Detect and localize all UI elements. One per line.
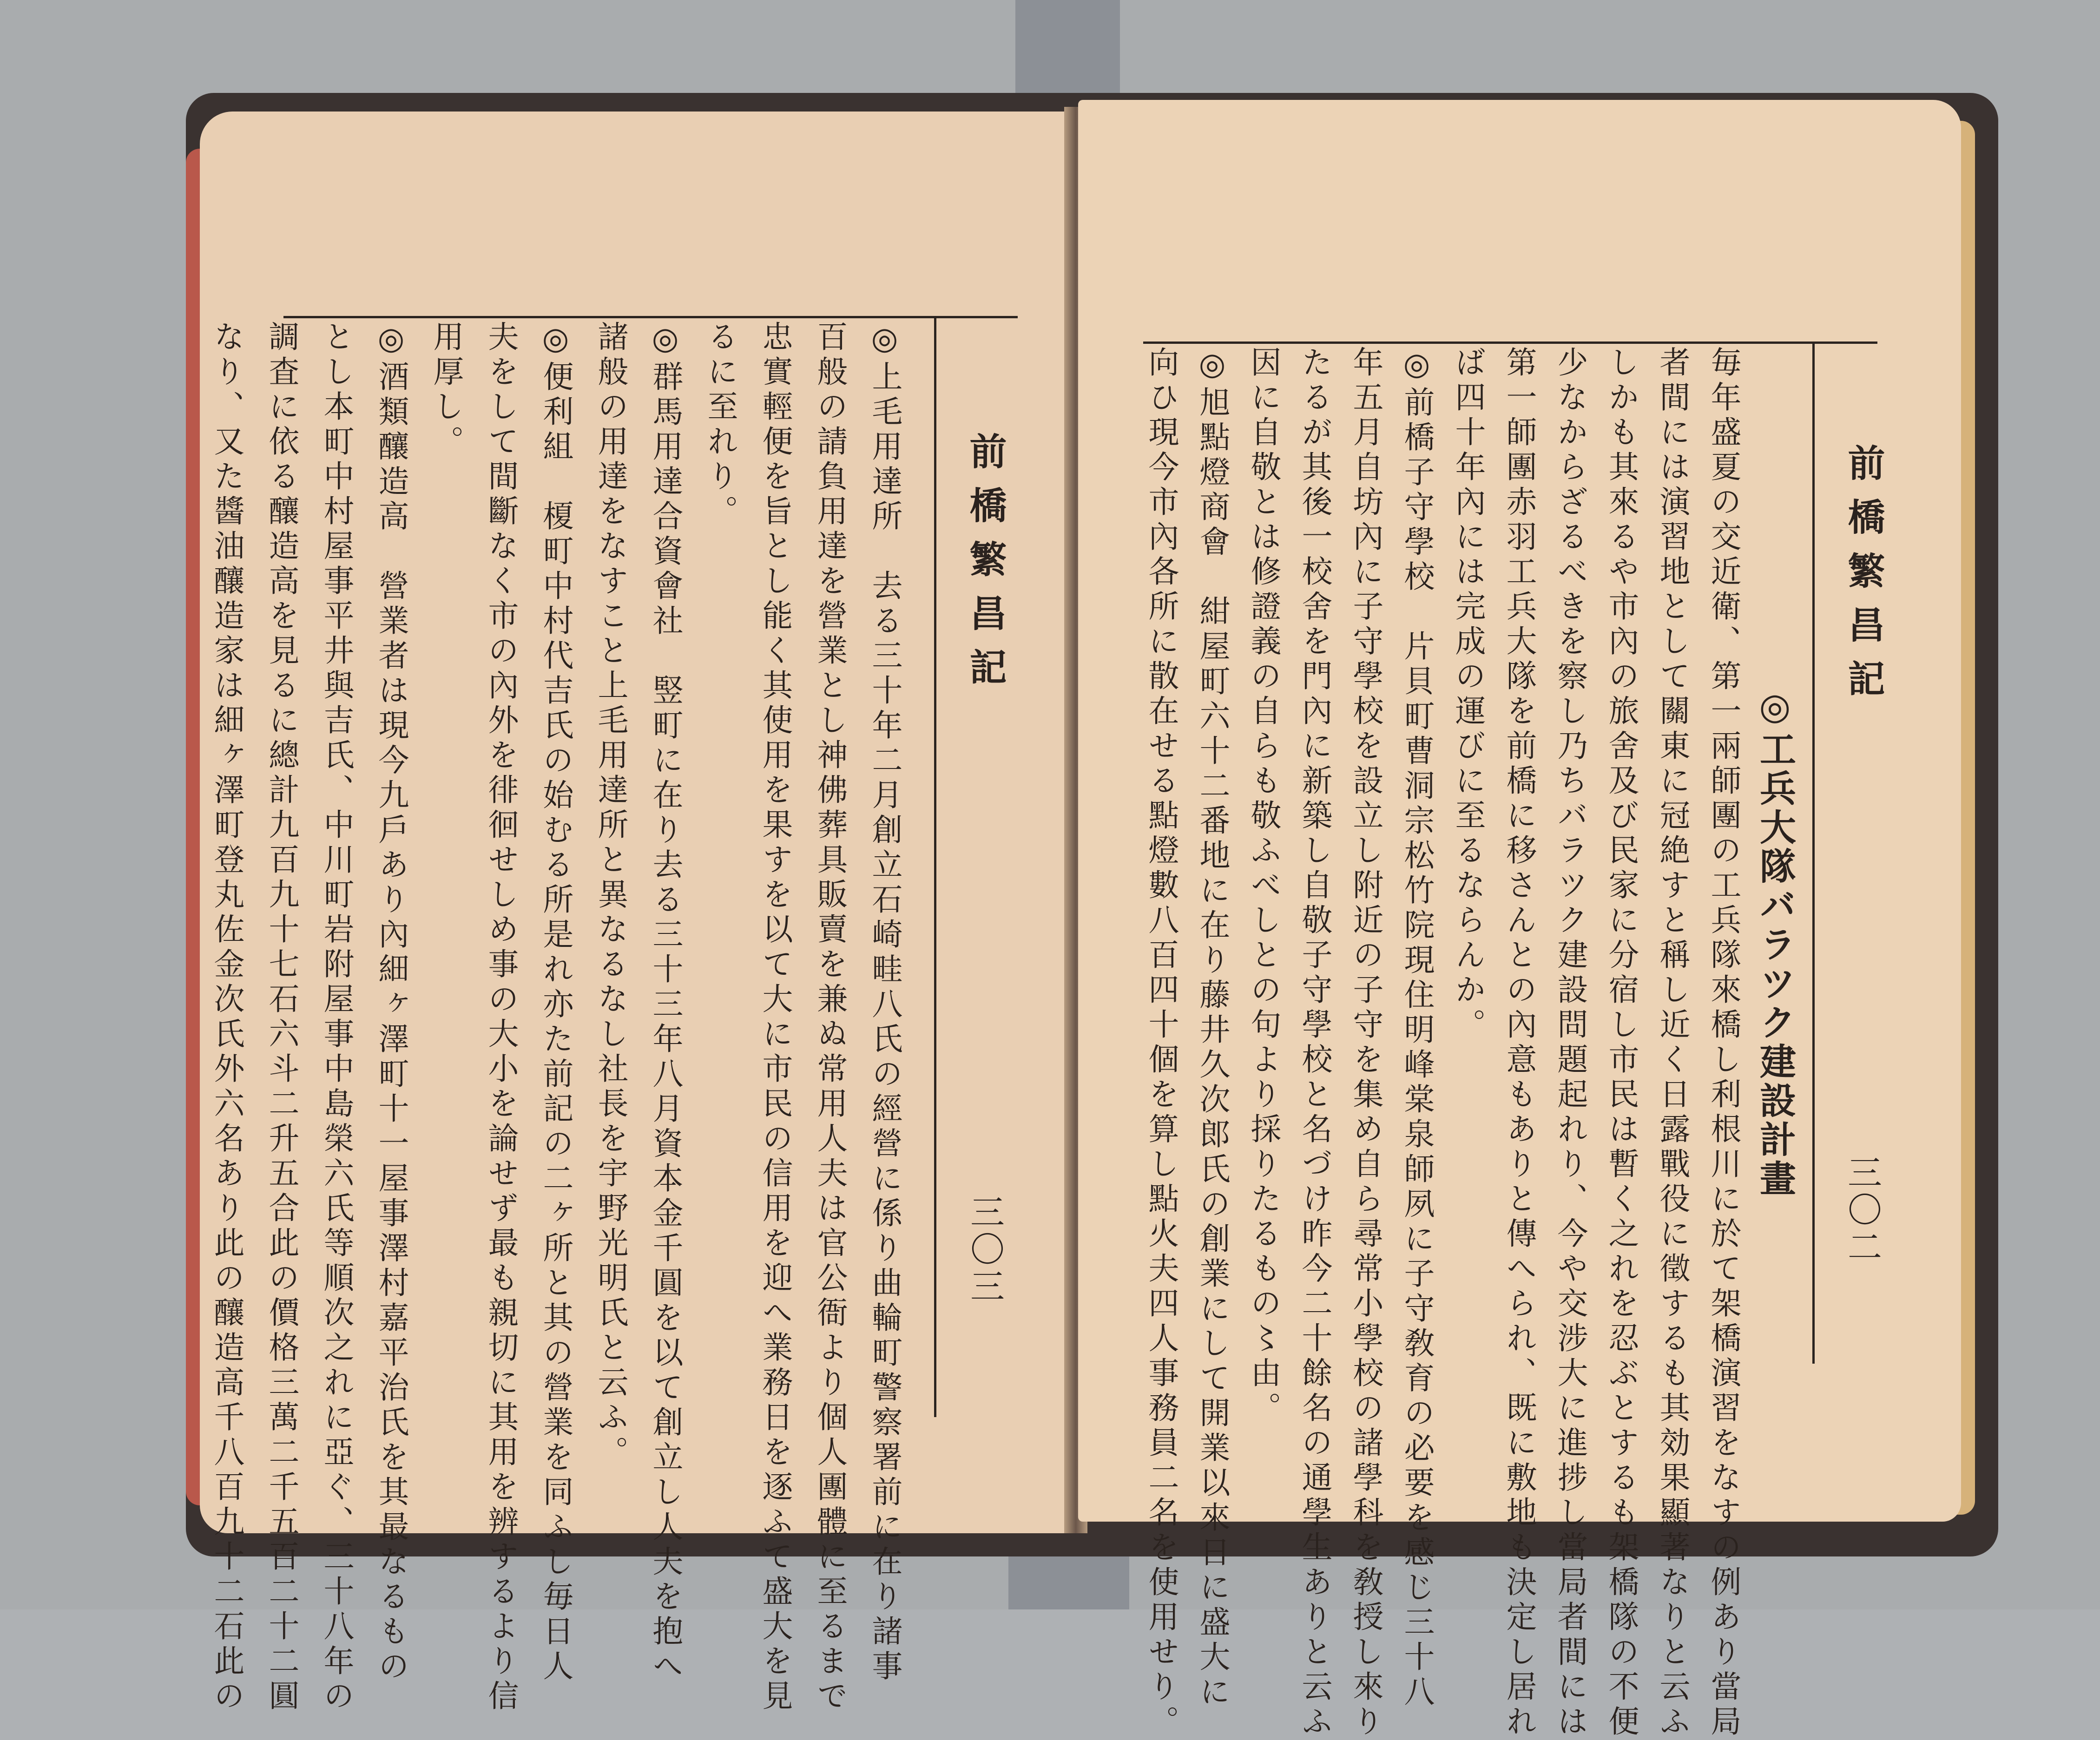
right-page-section-title: ◎工兵大隊バラツク建設計畫 [1754,685,1796,1199]
left-page-number: 三〇三 [965,1194,1005,1306]
right-line-2: 者間には演習地として關東に冠絶すと稱し近く日露戰役に徵するも其効果顯著なりと云ふ [1654,346,1690,1740]
left-line-4: るに至れり。 [702,321,738,530]
right-line-1: 毎年盛夏の交近衛、第一兩師團の工兵隊來橋し利根川に於て架橋演習をなすの例あり當局 [1705,346,1741,1740]
left-page [200,112,1073,1714]
left-line-9: 用厚し。 [428,321,464,460]
right-page [1078,100,1961,1740]
right-line-8: 年五月自坊內に子守學校を設立し附近の子守を集め自ら尋常小學校の諸學科を敎授し來り [1348,346,1383,1740]
spine-strip-top [1015,0,1120,107]
right-page-header: 前橋繁昌記 [1842,444,1885,713]
left-line-8: 夫をして間斷なく市の內外を徘徊せしめ事の大小を論せず最も親切に其用を辨するより信 [483,321,519,1714]
right-line-11: ◎旭點燈商會 紺屋町六十二番地に在り藤井久次郎氏の創業にして開業以來日に盛大に [1194,346,1230,1710]
right-line-3: しかも其來るや市內の旅舍及び民家に分宿し市民は暫く之れを忍ぶとするも架橋隊の不便 [1603,346,1639,1740]
right-page-header-rule [1812,341,1815,1364]
right-line-7: ◎前橋子守學校 片貝町曹洞宗松竹院現住明峰棠泉師夙に子守敎育の必要を感じ三十八 [1399,346,1435,1710]
right-line-10: 因に自敬とは修證義の自らも敬ふべしとの句より採りたるもの〻由。 [1245,346,1281,1426]
right-line-6: ば四十年內には完成の運びに至るならんか。 [1450,346,1486,1043]
left-line-3: 忠實輕便を旨とし能く其使用を果すを以て大に市民の信用を迎へ業務日を逐ふて盛大を見 [757,321,793,1714]
left-line-11: とし本町中村屋事平井與吉氏、中川町岩附屋事中島榮六氏等順次之れに亞ぐ、三十八年の [318,321,354,1714]
left-line-2: 百般の請負用達を營業とし神佛葬具販賣を兼ぬ常用人夫は官公衙より個人團體に至るまで [812,321,848,1714]
right-line-9: たるが其後一校舍を門內に新築し自敬子守學校と名づけ昨今二十餘名の通學生ありと云ふ [1297,346,1332,1740]
left-line-10: ◎酒類釀造高 營業者は現今九戶あり內細ヶ澤町十一屋事澤村嘉平治氏を其最なるもの [373,321,409,1685]
left-page-top-rule [283,316,1018,318]
left-page-header: 前橋繁昌記 [963,432,1007,702]
right-line-5: 第一師團赤羽工兵大隊を前橋に移さんとの內意もありと傳へられ、既に敷地も決定し居れ [1501,346,1537,1740]
left-page-header-rule [934,316,936,1417]
left-line-13: なり、又た醬油釀造家は細ヶ澤町登丸佐金次氏外六名あり此の釀造高千八百九十二石此の [209,321,244,1714]
left-line-6: 諸般の用達をなすこと上毛用達所と異なるなし社長を宇野光明氏と云ふ。 [592,321,628,1471]
right-line-4: 少なからざるべきを察し乃ちバラツク建設問題起れり、今や交涉大に進捗し當局者間には [1552,346,1588,1740]
left-line-1: ◎上毛用達所 去る三十年二月創立石崎畦八氏の經營に係り曲輪町警察署前に在り諸事 [867,321,902,1685]
left-line-7: ◎便利組 榎町中村代吉氏の始むる所是れ亦た前記の二ヶ所と其の營業を同ふし毎日人 [538,321,573,1685]
left-line-5: ◎群馬用達合資會社 竪町に在り去る三十三年八月資本金千圓を以て創立し人夫を抱へ [647,321,683,1685]
right-page-top-rule [1143,341,1877,344]
left-line-12: 調査に依る釀造高を見るに總計九百九十七石六斗二升五合此の價格三萬二千五百二十二圓 [263,321,299,1714]
right-line-12: 向ひ現今市內各所に散在せる點燈數八百四十個を算し點火夫四人事務員二名を使用せり。 [1143,346,1179,1740]
right-page-number: 三〇二 [1842,1155,1882,1266]
